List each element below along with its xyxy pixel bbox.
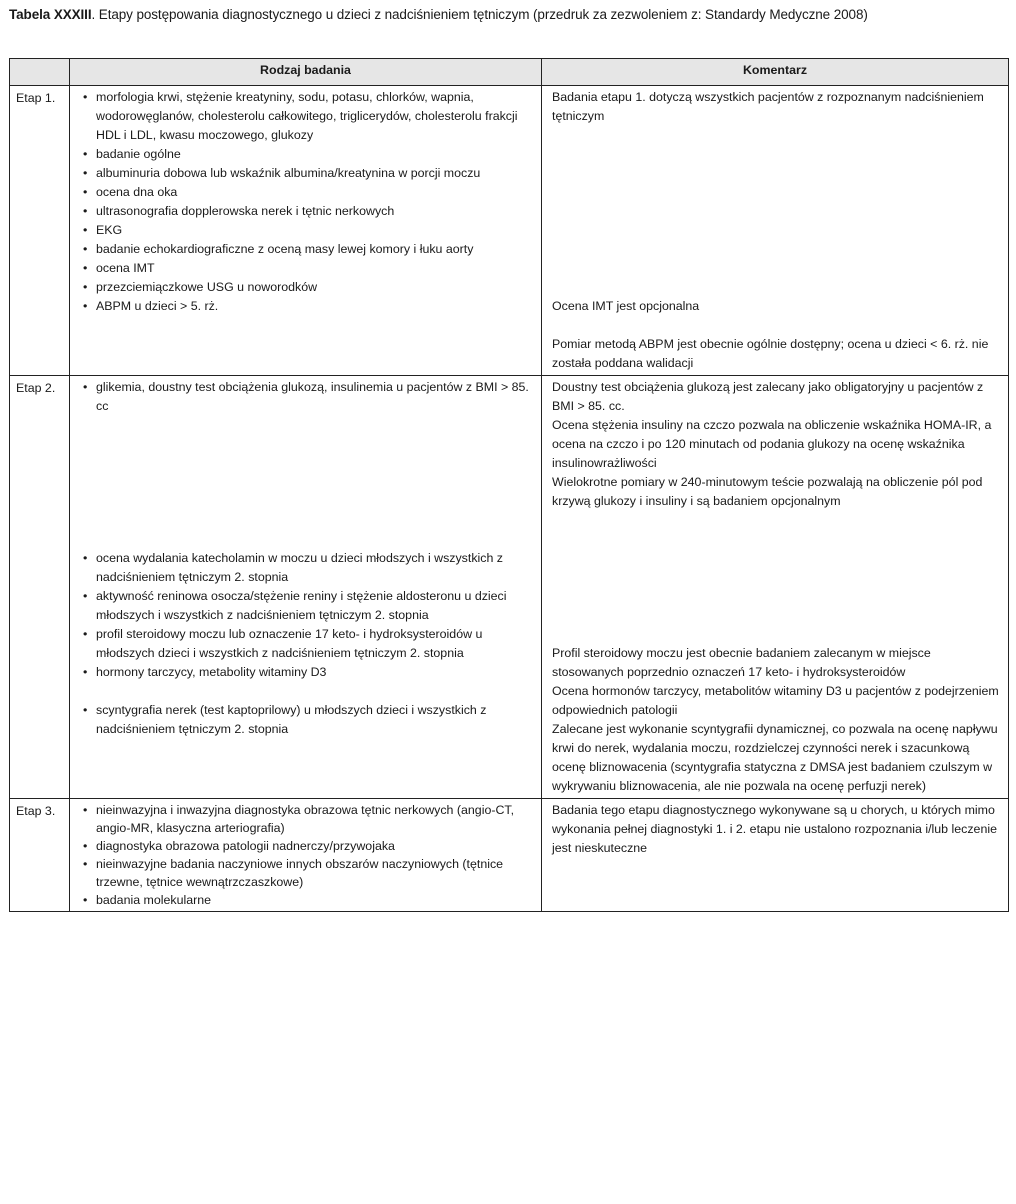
- stage-1-comments: [542, 86, 1009, 376]
- list-item: • przezciemiączkowe USG u noworodków: [78, 278, 533, 297]
- stage-2-tests: [70, 376, 542, 799]
- stage-label: Etap 2.: [10, 376, 70, 799]
- list-item: • ocena wydalania katecholamin w moczu u dzieci młodszych i wszystkich z nadciśnieniem tętniczym 2. stopnia: [78, 549, 533, 587]
- list-item: • EKG: [78, 221, 533, 240]
- comment: Pomiar metodą ABPM jest obecnie ogólnie dostępny; ocena u dzieci < 6. rż. nie została poddana walidacji: [552, 337, 989, 370]
- list-item: • nieinwazyjna i inwazyjna diagnostyka obrazowa tętnic nerkowych (angio-CT, angio-MR, klasyczna arteriografia): [78, 801, 533, 837]
- stage-3-comments: [542, 799, 1009, 912]
- caption-label: Tabela XXXIII: [9, 7, 92, 22]
- comment: Badania etapu 1. dotyczą wszystkich pacjentów z rozpoznanym nadciśnieniem tętniczym: [552, 90, 984, 123]
- caption-text: . Etapy postępowania diagnostycznego u dzieci z nadciśnieniem tętniczym (przedruk za zezwoleniem z: Standardy Medyczne 2008): [91, 7, 868, 22]
- list-item: • hormony tarczycy, metabolity witaminy D3: [78, 663, 533, 682]
- header-comment: Komentarz: [542, 59, 1009, 86]
- table-row-stage-3: [10, 799, 1009, 912]
- header-test-type: Rodzaj badania: [70, 59, 542, 86]
- table-row-stage-1: [10, 86, 1009, 376]
- header-stage: [10, 59, 70, 86]
- stage-label: Etap 3.: [10, 799, 70, 912]
- stage-2-comments: [542, 376, 1009, 799]
- list-item: • scyntygrafia nerek (test kaptoprilowy) u młodszych dzieci i wszystkich z nadciśnieniem tętniczym 2. stopnia: [78, 701, 533, 739]
- stage-3-tests: [70, 799, 542, 912]
- list-item: • albuminuria dobowa lub wskaźnik albumina/kreatynina w porcji moczu: [78, 164, 533, 183]
- list-item: • glikemia, doustny test obciążenia glukozą, insulinemia u pacjentów z BMI > 85. cc: [78, 378, 533, 416]
- comment: Badania tego etapu diagnostycznego wykonywane są u chorych, u których mimo wykonania pełnej diagnostyki 1. i 2. etapu nie ustalono rozpoznania i/lub leczenie jest nieskuteczne: [552, 803, 997, 855]
- comment: Doustny test obciążenia glukozą jest zalecany jako obligatoryjny u pacjentów z BMI > 85. cc.: [552, 380, 984, 413]
- table-row-stage-2: [10, 376, 1009, 799]
- table-caption: [9, 5, 1009, 25]
- list-item: • morfologia krwi, stężenie kreatyniny, sodu, potasu, chlorków, wapnia, wodorowęglanów, cholesterolu całkowitego, triglicerydów, cholesterolu frakcji HDL i LDL, kwasu moczowego, glukozy: [78, 88, 533, 145]
- list-item: • badanie ogólne: [78, 145, 533, 164]
- stage-1-tests: [70, 86, 542, 376]
- comment: Profil steroidowy moczu jest obecnie badaniem zalecanym w miejsce stosowanych poprzednio oznaczeń 17 keto- i hydroksysteroidów: [552, 646, 931, 679]
- comment: Ocena hormonów tarczycy, metabolitów witaminy D3 u pacjentów z podejrzeniem odpowiednich patologii: [552, 684, 999, 717]
- diagnostic-stages-table: [9, 58, 1009, 912]
- list-item: • badania molekularne: [78, 891, 533, 909]
- list-item: • aktywność reninowa osocza/stężenie reniny i stężenie aldosteronu u dzieci młodszych i wszystkich z nadciśnieniem tętniczym 2. stopnia: [78, 587, 533, 625]
- stage-label: Etap 1.: [10, 86, 70, 376]
- list-item: • profil steroidowy moczu lub oznaczenie 17 keto- i hydroksysteroidów u młodszych dzieci i wszystkich z nadciśnieniem tętniczym 2. stopnia: [78, 625, 533, 663]
- list-item: • ABPM u dzieci > 5. rż.: [78, 297, 533, 316]
- list-item: • diagnostyka obrazowa patologii nadnerczy/przywojaka: [78, 837, 533, 855]
- comment: Ocena IMT jest opcjonalna: [552, 299, 700, 313]
- list-item: • ocena dna oka: [78, 183, 533, 202]
- header-row: [10, 59, 1009, 86]
- comment: Zalecane jest wykonanie scyntygrafii dynamicznej, co pozwala na ocenę napływu krwi do nerek, wydalania moczu, rozdzielczej czynności nerek i szacunkową ocenę bliznowacenia (scyntygrafia statyczna z DMSA jest badaniem czulszym w wykrywaniu bliznowacenia, ale nie pozwala na ocenę perfuzji nerek): [552, 722, 998, 793]
- list-item: • nieinwazyjne badania naczyniowe innych obszarów naczyniowych (tętnice trzewne, tętnice wewnątrzczaszkowe): [78, 855, 533, 891]
- comment: Wielokrotne pomiary w 240-minutowym teście pozwalają na obliczenie pól pod krzywą glukozy i insuliny i są badaniem opcjonalnym: [552, 475, 983, 508]
- list-item: • ocena IMT: [78, 259, 533, 278]
- list-item: • ultrasonografia dopplerowska nerek i tętnic nerkowych: [78, 202, 533, 221]
- list-item: • badanie echokardiograficzne z oceną masy lewej komory i łuku aorty: [78, 240, 533, 259]
- comment: Ocena stężenia insuliny na czczo pozwala na obliczenie wskaźnika HOMA-IR, a ocena na czczo i po 120 minutach od podania glukozy na ocenę wskaźnika insulinowrażliwości: [552, 418, 992, 470]
